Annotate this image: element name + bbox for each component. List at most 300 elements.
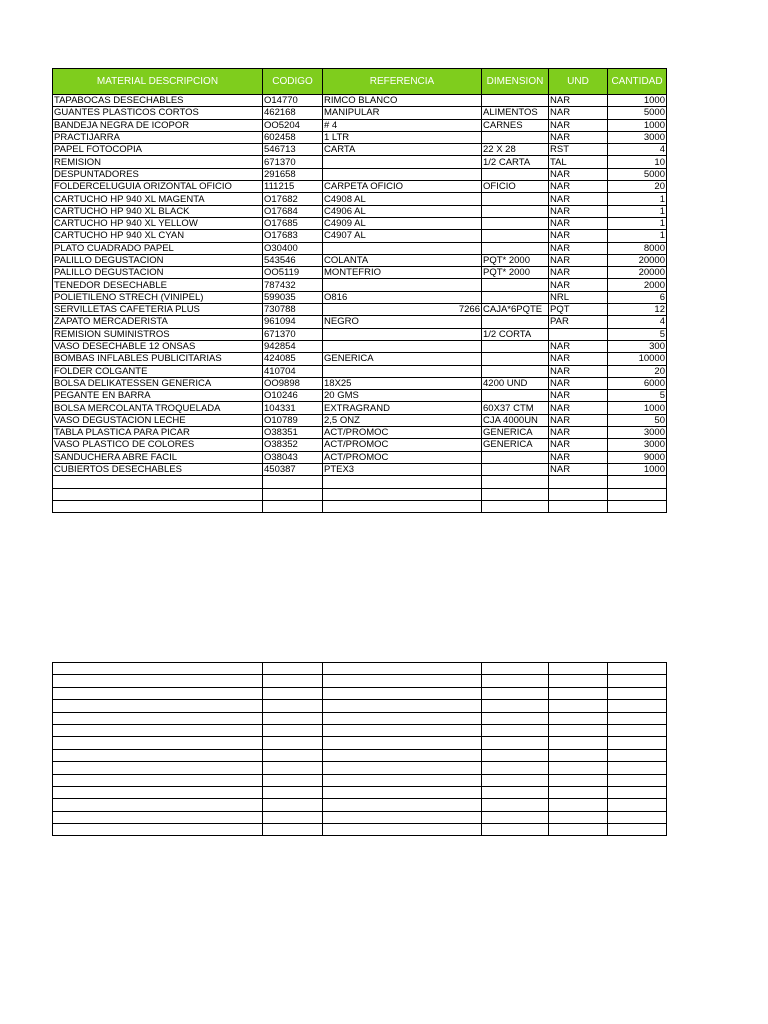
cell-codigo: 602458 <box>263 131 323 143</box>
empty-cell <box>53 500 263 512</box>
cell-descripcion: BANDEJA NEGRA DE ICOPOR <box>53 119 263 131</box>
empty-cell <box>549 675 608 687</box>
empty-cell <box>263 811 323 823</box>
cell-dimension <box>482 365 549 377</box>
table-row <box>53 402 667 414</box>
empty-cell <box>482 799 549 811</box>
cell-und: NAR <box>549 463 608 475</box>
cell-cantidad: 20 <box>608 181 667 193</box>
empty-cell <box>482 500 549 512</box>
cell-descripcion: CARTUCHO HP 940 XL YELLOW <box>53 217 263 229</box>
cell-referencia: EXTRAGRAND <box>323 402 482 414</box>
cell-und: NAR <box>549 205 608 217</box>
cell-und: NAR <box>549 427 608 439</box>
cell-descripcion: REMISION SUMINISTROS <box>53 328 263 340</box>
empty-cell <box>323 476 482 488</box>
cell-cantidad: 4 <box>608 316 667 328</box>
empty-cell <box>482 762 549 774</box>
cell-codigo: O38043 <box>263 451 323 463</box>
cell-dimension <box>482 242 549 254</box>
empty-cell <box>53 724 263 736</box>
empty-cell <box>549 811 608 823</box>
table-row <box>53 451 667 463</box>
empty-cell <box>53 824 263 836</box>
empty-cell <box>608 786 667 798</box>
empty-cell <box>323 500 482 512</box>
cell-dimension: OFICIO <box>482 181 549 193</box>
cell-und: NAR <box>549 230 608 242</box>
cell-dimension <box>482 230 549 242</box>
cell-cantidad: 10000 <box>608 353 667 365</box>
empty-row <box>53 774 667 786</box>
empty-cell <box>549 500 608 512</box>
cell-codigo: 546713 <box>263 144 323 156</box>
empty-row <box>53 749 667 761</box>
cell-cantidad: 50 <box>608 414 667 426</box>
empty-cell <box>323 712 482 724</box>
cell-dimension: 4200 UND <box>482 377 549 389</box>
cell-referencia <box>323 242 482 254</box>
empty-cell <box>482 675 549 687</box>
cell-codigo: 961094 <box>263 316 323 328</box>
empty-cell <box>263 712 323 724</box>
cell-dimension <box>482 463 549 475</box>
table-row <box>53 328 667 340</box>
header-dimension: DIMENSION <box>482 69 549 95</box>
cell-descripcion: GUANTES PLASTICOS CORTOS <box>53 107 263 119</box>
cell-dimension: GENERICA <box>482 427 549 439</box>
cell-codigo: 450387 <box>263 463 323 475</box>
cell-und: NAR <box>549 353 608 365</box>
empty-row <box>53 712 667 724</box>
cell-descripcion: PALILLO DEGUSTACION <box>53 267 263 279</box>
cell-dimension <box>482 340 549 352</box>
cell-und: NAR <box>549 119 608 131</box>
cell-cantidad: 3000 <box>608 131 667 143</box>
cell-dimension: GENERICA <box>482 439 549 451</box>
table-row <box>53 377 667 389</box>
empty-cell <box>53 737 263 749</box>
cell-und: NAR <box>549 377 608 389</box>
cell-cantidad: 6000 <box>608 377 667 389</box>
cell-referencia: C4907 AL <box>323 230 482 242</box>
cell-cantidad: 5 <box>608 328 667 340</box>
empty-cell <box>263 488 323 500</box>
cell-codigo: 671370 <box>263 328 323 340</box>
cell-dimension: PQT* 2000 <box>482 267 549 279</box>
cell-descripcion: PEGANTE EN BARRA <box>53 390 263 402</box>
empty-row <box>53 824 667 836</box>
empty-cell <box>608 811 667 823</box>
empty-cell <box>482 774 549 786</box>
table-row <box>53 439 667 451</box>
empty-row <box>53 687 667 699</box>
empty-row <box>53 811 667 823</box>
cell-cantidad: 6 <box>608 291 667 303</box>
empty-cell <box>263 737 323 749</box>
cell-und: NAR <box>549 340 608 352</box>
cell-dimension: ALIMENTOS <box>482 107 549 119</box>
cell-codigo: 291658 <box>263 168 323 180</box>
empty-cell <box>263 476 323 488</box>
cell-dimension: CJA 4000UN <box>482 414 549 426</box>
empty-cell <box>323 749 482 761</box>
empty-cell <box>482 749 549 761</box>
cell-codigo: 111215 <box>263 181 323 193</box>
cell-descripcion: REMISION <box>53 156 263 168</box>
cell-descripcion: TENEDOR DESECHABLE <box>53 279 263 291</box>
cell-und: NRL <box>549 291 608 303</box>
cell-dimension <box>482 205 549 217</box>
table-row <box>53 95 667 107</box>
cell-cantidad: 5000 <box>608 107 667 119</box>
cell-und: NAR <box>549 217 608 229</box>
cell-und: NAR <box>549 193 608 205</box>
cell-cantidad: 5 <box>608 390 667 402</box>
cell-und: TAL <box>549 156 608 168</box>
cell-referencia: O816 <box>323 291 482 303</box>
cell-cantidad: 20000 <box>608 254 667 266</box>
table-row <box>53 279 667 291</box>
empty-cell <box>549 476 608 488</box>
cell-descripcion: FOLDERCELUGUIA ORIZONTAL OFICIO <box>53 181 263 193</box>
empty-cell <box>608 488 667 500</box>
empty-cell <box>53 749 263 761</box>
cell-descripcion: CARTUCHO HP 940 XL MAGENTA <box>53 193 263 205</box>
cell-dimension: 1/2 CORTA <box>482 328 549 340</box>
table-row <box>53 365 667 377</box>
table-row <box>53 156 667 168</box>
table-row <box>53 193 667 205</box>
empty-cell <box>53 476 263 488</box>
cell-dimension <box>482 217 549 229</box>
cell-dimension <box>482 193 549 205</box>
empty-cell <box>263 749 323 761</box>
cell-descripcion: BOMBAS INFLABLES PUBLICITARIAS <box>53 353 263 365</box>
cell-referencia: COLANTA <box>323 254 482 266</box>
cell-cantidad: 1 <box>608 230 667 242</box>
table-row <box>53 390 667 402</box>
empty-cell <box>482 737 549 749</box>
cell-dimension <box>482 168 549 180</box>
empty-cell <box>608 749 667 761</box>
cell-cantidad: 12 <box>608 304 667 316</box>
empty-row <box>53 762 667 774</box>
cell-cantidad: 3000 <box>608 439 667 451</box>
cell-cantidad: 9000 <box>608 451 667 463</box>
cell-cantidad: 20000 <box>608 267 667 279</box>
cell-descripcion: FOLDER COLGANTE <box>53 365 263 377</box>
cell-referencia: MANIPULAR <box>323 107 482 119</box>
cell-descripcion: PLATO CUADRADO PAPEL <box>53 242 263 254</box>
cell-descripcion: BOLSA MERCOLANTA TROQUELADA <box>53 402 263 414</box>
table-row <box>53 340 667 352</box>
table-row <box>53 181 667 193</box>
table-row <box>53 131 667 143</box>
cell-dimension <box>482 279 549 291</box>
cell-referencia: 1 LTR <box>323 131 482 143</box>
cell-und: NAR <box>549 439 608 451</box>
cell-cantidad: 1000 <box>608 463 667 475</box>
header-codigo: CODIGO <box>263 69 323 95</box>
cell-cantidad: 1 <box>608 205 667 217</box>
empty-cell <box>323 786 482 798</box>
cell-codigo: O17683 <box>263 230 323 242</box>
cell-descripcion: TAPABOCAS DESECHABLES <box>53 95 263 107</box>
cell-dimension: CAJA*6PQTE <box>482 304 549 316</box>
empty-cell <box>323 724 482 736</box>
header-referencia: REFERENCIA <box>323 69 482 95</box>
table-row <box>53 205 667 217</box>
cell-descripcion: SERVILLETAS CAFETERIA PLUS <box>53 304 263 316</box>
table-row <box>53 119 667 131</box>
cell-codigo: 424085 <box>263 353 323 365</box>
empty-row <box>53 737 667 749</box>
cell-codigo: 543546 <box>263 254 323 266</box>
cell-referencia <box>323 340 482 352</box>
empty-row <box>53 488 667 500</box>
cell-codigo: OO9898 <box>263 377 323 389</box>
empty-cell <box>482 687 549 699</box>
empty-row <box>53 663 667 675</box>
empty-cell <box>263 724 323 736</box>
cell-descripcion: ZAPATO MERCADERISTA <box>53 316 263 328</box>
table-row <box>53 267 667 279</box>
empty-cell <box>482 724 549 736</box>
cell-referencia: NEGRO <box>323 316 482 328</box>
cell-referencia: C4906 AL <box>323 205 482 217</box>
empty-cell <box>482 488 549 500</box>
cell-descripcion: BOLSA DELIKATESSEN GENERICA <box>53 377 263 389</box>
cell-descripcion: SANDUCHERA ABRE FACIL <box>53 451 263 463</box>
cell-codigo: OO5204 <box>263 119 323 131</box>
empty-row <box>53 700 667 712</box>
empty-cell <box>263 500 323 512</box>
cell-codigo: 730788 <box>263 304 323 316</box>
header-und: UND <box>549 69 608 95</box>
table-row <box>53 230 667 242</box>
cell-dimension: CARNES <box>482 119 549 131</box>
empty-row <box>53 799 667 811</box>
empty-cell <box>53 712 263 724</box>
cell-cantidad: 10 <box>608 156 667 168</box>
cell-referencia: ACT/PROMOC <box>323 451 482 463</box>
cell-dimension: 60X37 CTM <box>482 402 549 414</box>
cell-cantidad: 1 <box>608 193 667 205</box>
cell-codigo: O17685 <box>263 217 323 229</box>
empty-cell <box>549 488 608 500</box>
table-row <box>53 144 667 156</box>
cell-descripcion: PALILLO DEGUSTACION <box>53 254 263 266</box>
table-row <box>53 242 667 254</box>
empty-cell <box>53 774 263 786</box>
empty-cell <box>549 799 608 811</box>
empty-cell <box>263 687 323 699</box>
cell-codigo: 942854 <box>263 340 323 352</box>
cell-und: NAR <box>549 279 608 291</box>
cell-dimension <box>482 316 549 328</box>
table-row <box>53 414 667 426</box>
empty-cell <box>608 687 667 699</box>
empty-cell <box>608 724 667 736</box>
empty-cell <box>608 700 667 712</box>
cell-und: NAR <box>549 168 608 180</box>
blank-table-body <box>53 663 667 836</box>
empty-cell <box>263 700 323 712</box>
cell-und: NAR <box>549 267 608 279</box>
empty-cell <box>549 762 608 774</box>
cell-descripcion: POLIETILENO STRECH (VINIPEL) <box>53 291 263 303</box>
cell-dimension <box>482 451 549 463</box>
cell-und: PAR <box>549 316 608 328</box>
empty-cell <box>549 712 608 724</box>
empty-cell <box>482 811 549 823</box>
cell-und: NAR <box>549 414 608 426</box>
blank-table <box>52 662 667 836</box>
empty-cell <box>53 663 263 675</box>
cell-und <box>549 328 608 340</box>
cell-cantidad: 8000 <box>608 242 667 254</box>
empty-row <box>53 476 667 488</box>
cell-referencia: MONTEFRIO <box>323 267 482 279</box>
empty-cell <box>608 824 667 836</box>
cell-referencia: C4908 AL <box>323 193 482 205</box>
cell-dimension: PQT* 2000 <box>482 254 549 266</box>
empty-cell <box>53 488 263 500</box>
cell-referencia <box>323 328 482 340</box>
cell-codigo: 410704 <box>263 365 323 377</box>
cell-referencia <box>323 168 482 180</box>
empty-cell <box>482 824 549 836</box>
cell-descripcion: CARTUCHO HP 940 XL CYAN <box>53 230 263 242</box>
cell-und: NAR <box>549 451 608 463</box>
empty-cell <box>608 774 667 786</box>
cell-cantidad: 4 <box>608 144 667 156</box>
empty-cell <box>549 663 608 675</box>
cell-codigo: 787432 <box>263 279 323 291</box>
cell-und: NAR <box>549 365 608 377</box>
cell-referencia: PTEX3 <box>323 463 482 475</box>
empty-cell <box>549 749 608 761</box>
empty-cell <box>323 774 482 786</box>
cell-descripcion: VASO PLASTICO DE COLORES <box>53 439 263 451</box>
cell-codigo: O10246 <box>263 390 323 402</box>
empty-cell <box>53 811 263 823</box>
cell-referencia: RIMCO BLANCO <box>323 95 482 107</box>
empty-cell <box>53 799 263 811</box>
table-row <box>53 353 667 365</box>
header-material-descripcion: MATERIAL DESCRIPCION <box>53 69 263 95</box>
cell-cantidad: 20 <box>608 365 667 377</box>
cell-und: PQT <box>549 304 608 316</box>
cell-und: NAR <box>549 254 608 266</box>
empty-cell <box>263 824 323 836</box>
cell-codigo: OO5119 <box>263 267 323 279</box>
cell-dimension <box>482 353 549 365</box>
cell-codigo: O38351 <box>263 427 323 439</box>
empty-cell <box>263 799 323 811</box>
cell-dimension <box>482 390 549 402</box>
header-row <box>53 69 667 95</box>
cell-codigo: O10789 <box>263 414 323 426</box>
cell-dimension <box>482 291 549 303</box>
empty-cell <box>323 762 482 774</box>
empty-cell <box>323 824 482 836</box>
empty-cell <box>608 675 667 687</box>
empty-row <box>53 724 667 736</box>
cell-referencia: ACT/PROMOC <box>323 427 482 439</box>
cell-descripcion: DESPUNTADORES <box>53 168 263 180</box>
cell-cantidad: 1000 <box>608 119 667 131</box>
empty-cell <box>53 762 263 774</box>
cell-referencia <box>323 279 482 291</box>
cell-codigo: O17682 <box>263 193 323 205</box>
cell-cantidad: 300 <box>608 340 667 352</box>
empty-cell <box>608 799 667 811</box>
empty-cell <box>323 687 482 699</box>
cell-dimension: 1/2 CARTA <box>482 156 549 168</box>
cell-referencia: 2,5 ONZ <box>323 414 482 426</box>
cell-codigo: 671370 <box>263 156 323 168</box>
cell-descripcion: TABLA PLASTICA PARA PICAR <box>53 427 263 439</box>
cell-cantidad: 2000 <box>608 279 667 291</box>
empty-cell <box>323 700 482 712</box>
cell-und: NAR <box>549 402 608 414</box>
cell-referencia <box>323 365 482 377</box>
cell-referencia: 18X25 <box>323 377 482 389</box>
table-row <box>53 254 667 266</box>
cell-referencia: # 4 <box>323 119 482 131</box>
cell-referencia <box>323 156 482 168</box>
cell-referencia: ACT/PROMOC <box>323 439 482 451</box>
empty-cell <box>608 737 667 749</box>
material-table-body <box>53 95 667 513</box>
empty-cell <box>549 700 608 712</box>
cell-und: NAR <box>549 242 608 254</box>
cell-descripcion: VASO DEGUSTACION LECHE <box>53 414 263 426</box>
empty-cell <box>482 663 549 675</box>
empty-cell <box>53 700 263 712</box>
empty-cell <box>323 488 482 500</box>
empty-row <box>53 500 667 512</box>
table-row <box>53 107 667 119</box>
empty-cell <box>608 476 667 488</box>
empty-cell <box>549 687 608 699</box>
table-row <box>53 463 667 475</box>
cell-cantidad: 5000 <box>608 168 667 180</box>
empty-cell <box>263 774 323 786</box>
empty-cell <box>482 700 549 712</box>
cell-descripcion: VASO DESECHABLE 12 ONSAS <box>53 340 263 352</box>
cell-dimension <box>482 95 549 107</box>
cell-und: NAR <box>549 390 608 402</box>
cell-cantidad: 1000 <box>608 402 667 414</box>
empty-cell <box>608 663 667 675</box>
table-row <box>53 168 667 180</box>
empty-cell <box>323 737 482 749</box>
empty-cell <box>549 786 608 798</box>
empty-row <box>53 675 667 687</box>
empty-cell <box>482 476 549 488</box>
cell-referencia: CARTA <box>323 144 482 156</box>
empty-cell <box>263 663 323 675</box>
empty-cell <box>53 687 263 699</box>
cell-descripcion: PAPEL FOTOCOPIA <box>53 144 263 156</box>
cell-referencia: 20 GMS <box>323 390 482 402</box>
cell-codigo: 462168 <box>263 107 323 119</box>
empty-cell <box>323 663 482 675</box>
empty-row <box>53 786 667 798</box>
